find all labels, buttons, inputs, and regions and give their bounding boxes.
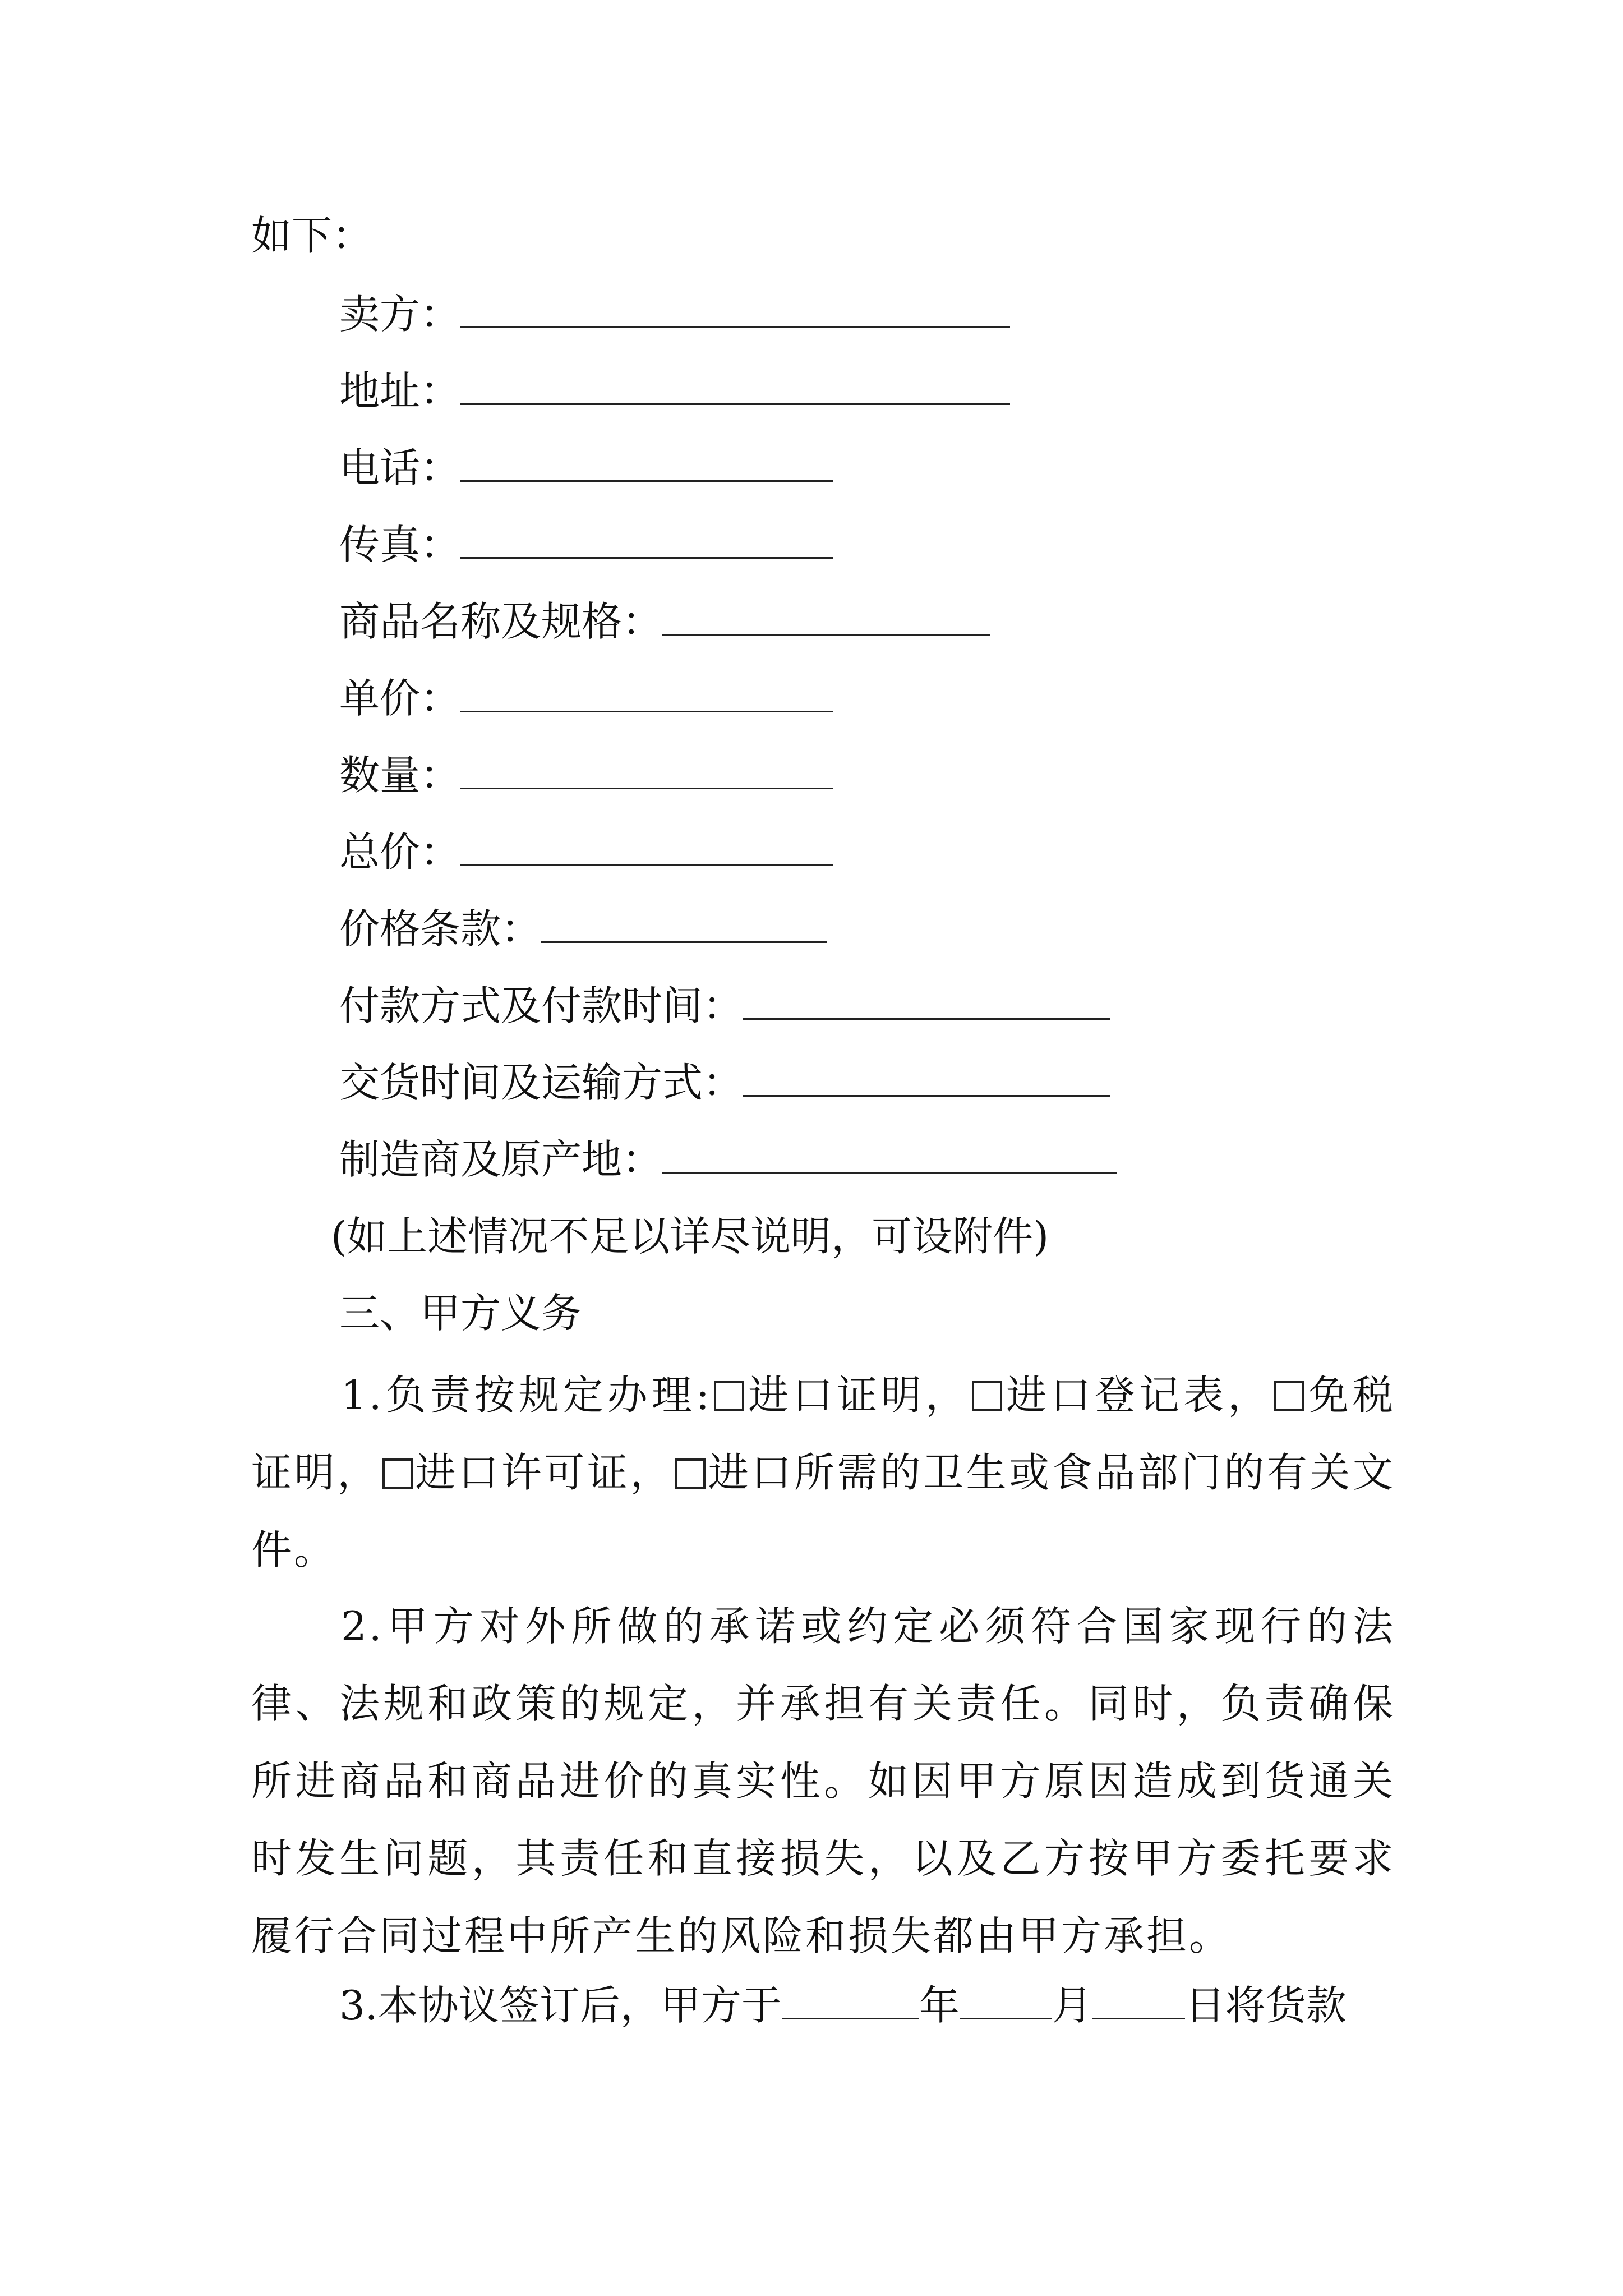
field-label: 总价： (339, 829, 461, 876)
clause-1 (251, 1356, 1395, 1589)
checkbox-label: 免税证明， (251, 1372, 1395, 1496)
field-label: 交货时间及运输方式： (339, 1059, 744, 1106)
field-payment (339, 978, 1110, 1034)
field-label: 电话： (339, 444, 461, 491)
fill-in-blank[interactable] (460, 676, 833, 712)
section-title: 三、甲方义务 (339, 1290, 582, 1337)
fill-in-blank[interactable] (541, 907, 827, 943)
field-label: 地址： (339, 367, 461, 415)
fill-in-blank[interactable] (460, 830, 833, 866)
field-quantity (339, 747, 833, 803)
fill-in-blank[interactable] (662, 599, 990, 636)
checkbox[interactable] (675, 1458, 706, 1489)
field-label: 卖方： (339, 291, 461, 338)
checkbox-label: 进口登记表， (1004, 1372, 1272, 1419)
fill-in-blank[interactable] (460, 522, 833, 559)
clause-3-text: 3.本协议签订后，甲方于 (339, 1982, 782, 2029)
year-blank[interactable] (782, 1983, 919, 2019)
fill-in-blank[interactable] (743, 983, 1110, 1020)
field-unit-price (339, 670, 833, 726)
checkbox[interactable] (972, 1381, 1002, 1411)
checkbox[interactable] (714, 1381, 744, 1411)
fill-in-blank[interactable] (460, 369, 1010, 405)
fill-in-blank[interactable] (460, 445, 833, 482)
field-phone (339, 440, 833, 496)
field-address (339, 363, 1010, 419)
clause-3-text-end: 日将货款 (1184, 1982, 1347, 2029)
checkbox[interactable] (382, 1458, 413, 1489)
intro-text: 如下： (251, 212, 373, 259)
field-seller (339, 286, 1010, 342)
field-total-price (339, 824, 833, 880)
month-blank[interactable] (960, 1983, 1052, 2019)
field-delivery (339, 1055, 1110, 1111)
attachment-note: (如上述情况不足以详尽说明，可设附件) (331, 1213, 1049, 1260)
field-label: 付款方式及付款时间： (339, 982, 744, 1029)
checkbox-label: 进口证明， (746, 1372, 970, 1419)
fill-in-blank[interactable] (460, 292, 1010, 328)
year-label: 年 (919, 1982, 960, 2029)
field-label: 价格条款： (339, 905, 542, 953)
field-label: 单价： (339, 675, 461, 722)
clause-2: 2.甲方对外所做的承诺或约定必须符合国家现行的法律、法规和政策的规定，并承担有关责任。同时，负责确保所进商品和商品进价的真实性。如因甲方原因造成到货通关时发生问题，其责任和直接损失，以及乙方按甲方委托要求履行合同过程中所产生的风险和损失都由甲方承担。 (251, 1603, 1395, 1959)
field-manufacturer (339, 1131, 1117, 1188)
field-fax (339, 517, 833, 573)
fill-in-blank[interactable] (662, 1137, 1117, 1174)
month-label: 月 (1052, 1982, 1092, 2029)
checkbox-label: 进口所需的卫生或食品部门的有关文件。 (251, 1449, 1395, 1573)
day-blank[interactable] (1092, 1983, 1185, 2019)
field-price-terms (339, 901, 827, 957)
checkbox-label: 进口许可证， (414, 1449, 674, 1496)
fill-in-blank[interactable] (743, 1060, 1110, 1097)
clause-1-prefix: 1.负责按规定办理: (341, 1372, 712, 1419)
clause-3 (339, 1977, 1347, 2033)
fill-in-blank[interactable] (460, 753, 833, 789)
field-label: 商品名称及规格： (339, 598, 663, 645)
field-label: 传真： (339, 521, 461, 568)
field-label: 数量： (339, 752, 461, 799)
checkbox[interactable] (1274, 1381, 1304, 1411)
field-product-spec (339, 593, 990, 650)
field-label: 制造商及原产地： (339, 1136, 663, 1183)
